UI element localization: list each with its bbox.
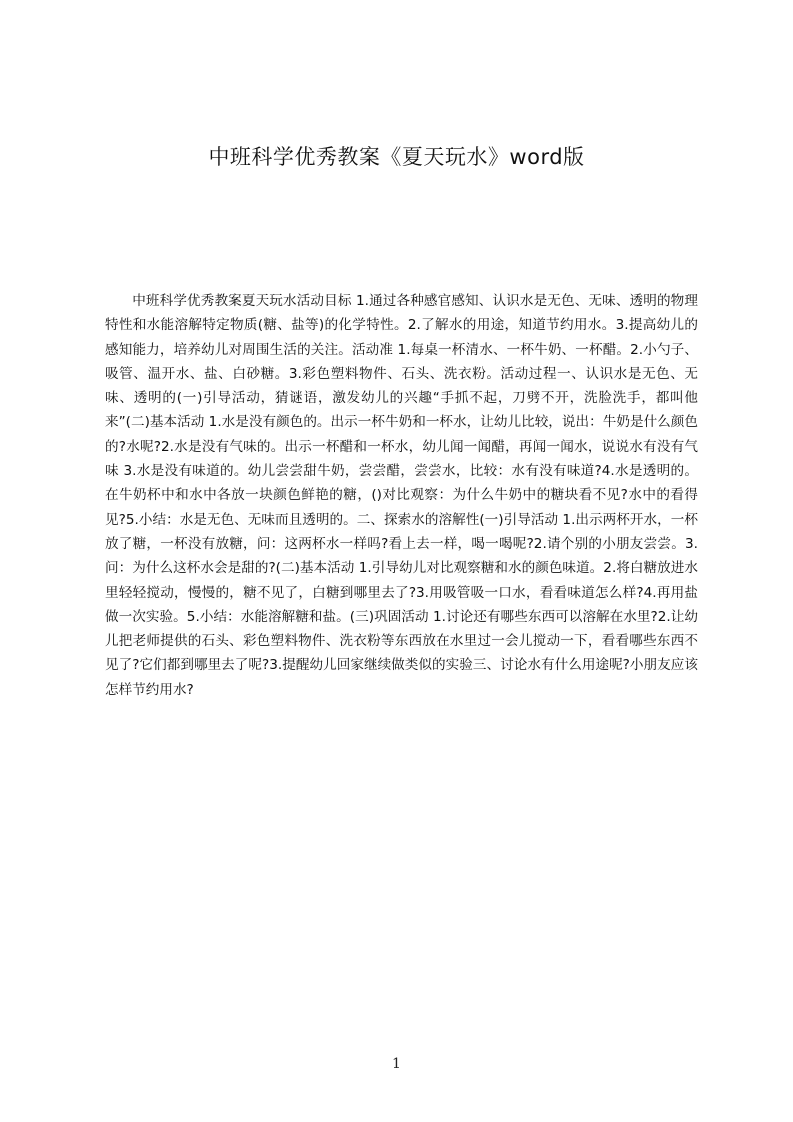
- page-number: 1: [392, 1056, 401, 1072]
- document-body-paragraph: 中班科学优秀教案夏天玩水活动目标 1.通过各种感官感知、认识水是无色、无味、透明的物理特性和水能溶解特定物质(糖、盐等)的化学特性。2.了解水的用途，知道节约用水。3.提高幼儿的感知能力，培养幼儿对周围生活的关注。活动准 1.每桌一杯清水、一杯牛奶、一杯醋。2.小勺子、吸管、温开水、盐、白砂糖。3.彩色塑料物件、石头、洗衣粉。活动过程一、认识水是无色、无味、透明的(一)引导活动，猜谜语，激发幼儿的兴趣“手抓不起，刀劈不开，洗脸洗手，都叫他来”(二)基本活动 1.水是没有颜色的。出示一杯牛奶和一杯水，让幼儿比较，说出：牛奶是什么颜色的?水呢?2.水是没有气味的。出示一杯醋和一杯水，幼儿闻一闻醋，再闻一闻水，说说水有没有气味 3.水是没有味道的。幼儿尝尝甜牛奶，尝尝醋，尝尝水，比较：水有没有味道?4.水是透明的。在牛奶杯中和水中各放一块颜色鲜艳的糖，()对比观察：为什么牛奶中的糖块看不见?水中的看得见?5.小结：水是无色、无味而且透明的。二、探索水的溶解性(一)引导活动 1.出示两杯开水，一杯放了糖，一杯没有放糖，问：这两杯水一样吗?看上去一样，喝一喝呢?2.请个别的小朋友尝尝。3.问：为什么这杯水会是甜的?(二)基本活动 1.引导幼儿对比观察糖和水的颜色味道。2.将白糖放进水里轻轻搅动，慢慢的，糖不见了，白糖到哪里去了?3.用吸管吸一口水，看看味道怎么样?4.再用盐做一次实验。5.小结：水能溶解糖和盐。(三)巩固活动 1.讨论还有哪些东西可以溶解在水里?2.让幼儿把老师提供的石头、彩色塑料物件、洗衣粉等东西放在水里过一会儿搅动一下，看看哪些东西不见了?它们都到哪里去了呢?3.提醒幼儿回家继续做类似的实验三、讨论水有什么用途呢?小朋友应该怎样节约用水?: [105, 293, 698, 698]
- document-title: 中班科学优秀教案《夏天玩水》word版: [208, 145, 585, 169]
